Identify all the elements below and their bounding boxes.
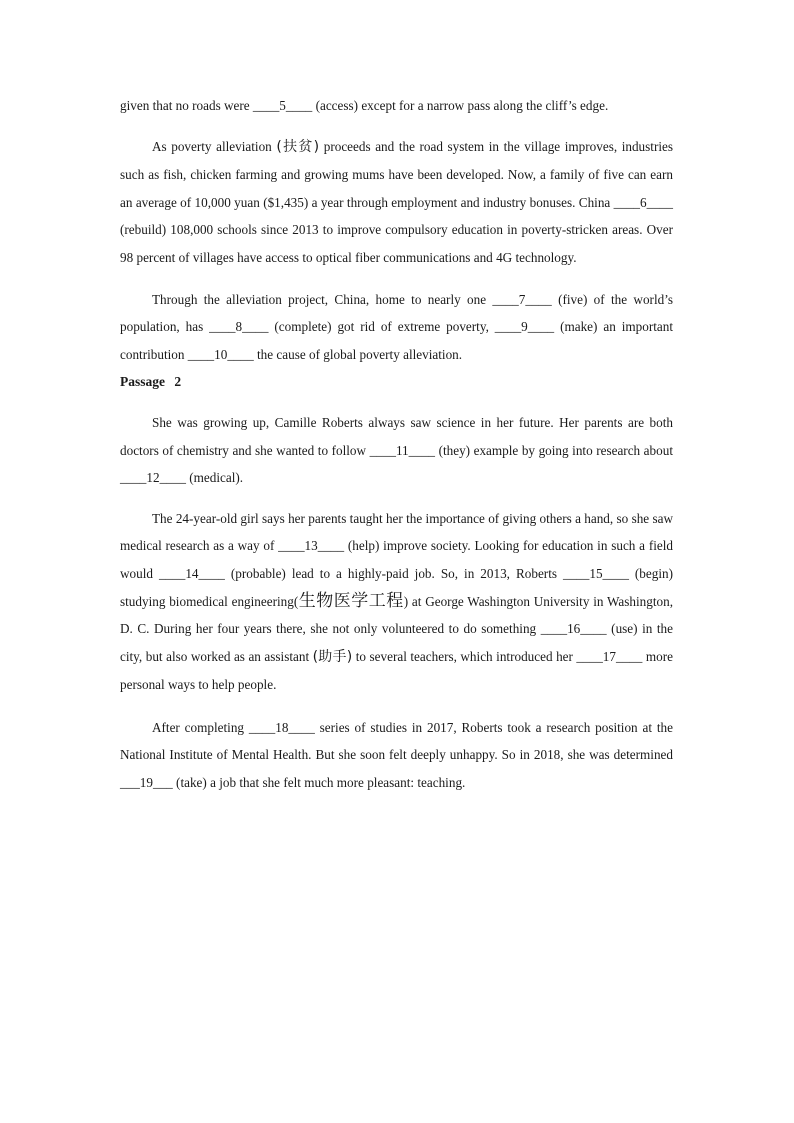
passage2-paragraph-education (120, 505, 673, 699)
passage2-paragraph-text-a: The 24-year-old girl says her parents taught her the importance of giving others a hand, so she saw medical research as a way of ____13____ (help) improve society. Looking for education in such a field would ____14____ (probable) lead to a highly-paid job. So, in 2013, Roberts ____15____ (begin) studying biomedical engineering( (120, 510, 673, 609)
chinese-gloss-biomedical-engineering: 生物医学工程 (298, 590, 404, 611)
passage2-paragraph-career (120, 714, 673, 797)
document-page (120, 92, 673, 797)
passage1-paragraph-poverty-alleviation (120, 133, 673, 272)
passage1-paragraph-text-b: proceeds and the road system in the village improves, industries such as fish, chicken farming and growing mums have been developed. Now, a family of five can earn an average of 10,000 yuan ($1,435) a year through employment and industry bonuses. China ____6____ (rebuild) 108,000 schools since 2013 to improve compulsory education in poverty-stricken areas. Over 98 percent of villages have access to optical fiber communications and 4G technology. (120, 138, 673, 265)
passage1-paragraph-continued (120, 92, 673, 120)
passage1-paragraph-conclusion-text: Through the alleviation project, China, home to nearly one ____7____ (five) of the world’s population, has ____8____ (complete) got rid of extreme poverty, ____9____ (make) an important contribution ____10____ the cause of global poverty alleviation. (120, 291, 673, 362)
passage2-heading: Passage 2 (120, 374, 182, 390)
chinese-gloss-fupin: (扶贫) (276, 138, 320, 155)
chinese-gloss-assistant: (助手) (312, 648, 353, 665)
passage1-paragraph-continued-text: given that no roads were ____5____ (access) except for a narrow pass along the cliff’s edge. (120, 98, 609, 113)
passage1-paragraph-text-a: As poverty alleviation (152, 138, 277, 154)
passage1-paragraph-conclusion (120, 286, 673, 369)
passage2-paragraph-text-c: to several teachers, which introduced her ____17____ more personal ways to help people. (120, 648, 673, 693)
passage2-paragraph-intro-text: She was growing up, Camille Roberts always saw science in her future. Her parents are both doctors of chemistry and she wanted to follow ____11____ (they) example by going into research about ____12____ (medical). (120, 414, 673, 486)
passage2-paragraph-text-b: ) at George Washington University in Washington, D. C. During her four years there, she not only volunteered to do something ____16____ (use) in the city, but also worked as an assistant (120, 593, 674, 664)
passage2-paragraph-intro (120, 409, 673, 492)
passage2-paragraph-career-text: After completing ____18____ series of studies in 2017, Roberts took a research position at the National Institute of Mental Health. But she soon felt deeply unhappy. So in 2018, she was determined ___19___ (take) a job that she felt much more pleasant: teaching. (120, 719, 673, 791)
